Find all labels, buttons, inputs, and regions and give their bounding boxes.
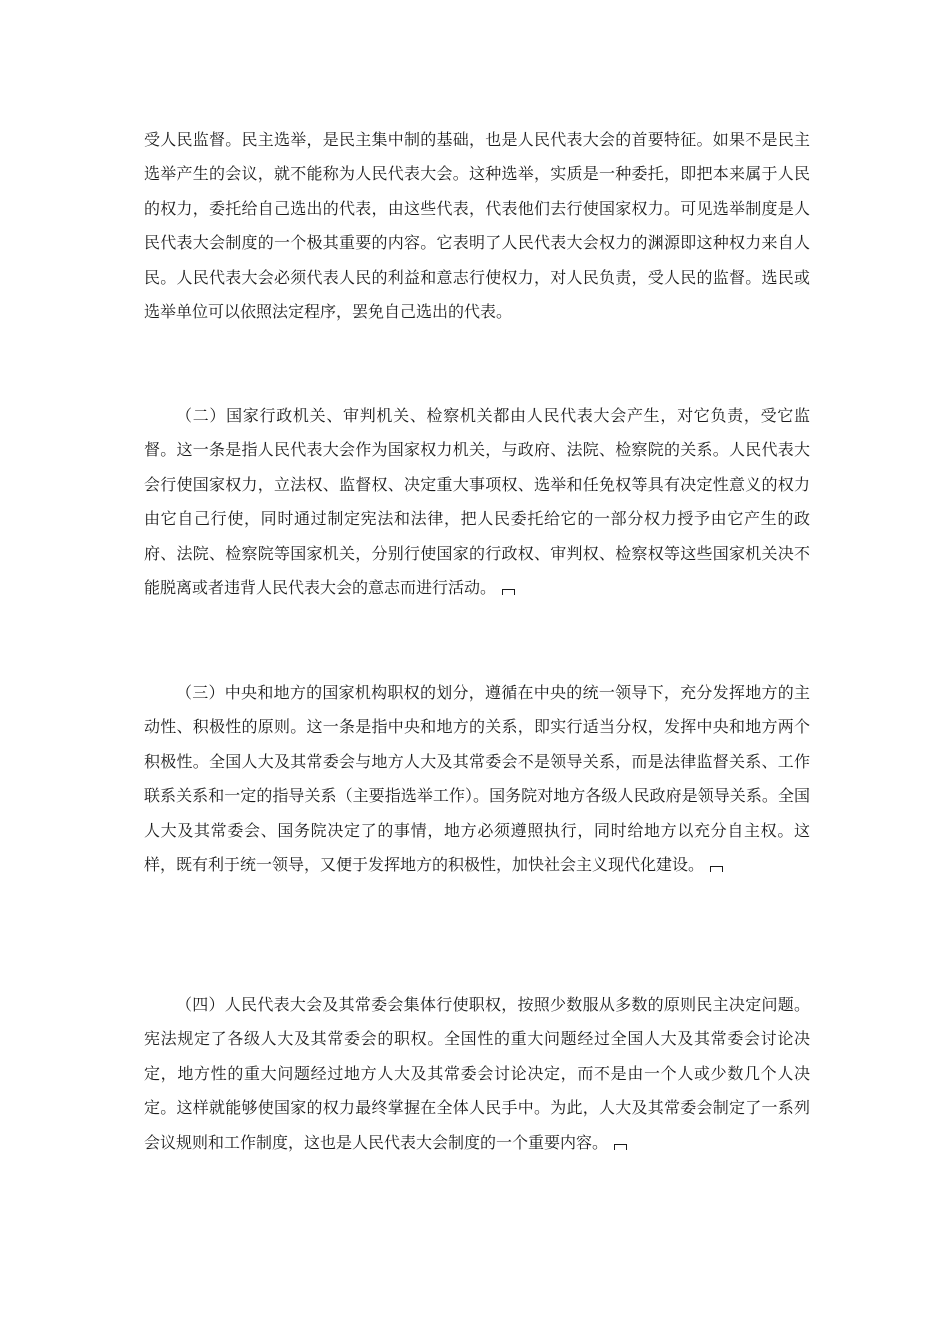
paragraph-two xyxy=(144,399,810,605)
paragraph-three xyxy=(144,676,810,882)
paragraph-text: （四）人民代表大会及其常委会集体行使职权，按照少数服从多数的原则民主决定问题。宪法规定了各级人大及其常委会的职权。全国性的重大问题经过全国人大及其常委会讨论决定，地方性的重大问题经过地方人大及其常委会讨论决定，而不是由一个人或少数几个人决定。这样就能够使国家的权力最终掌握在全体人民手中。为此，人大及其常委会制定了一系列会议规则和工作制度，这也是人民代表大会制度的一个重要内容。 xyxy=(144,995,810,1152)
paragraph-mark-icon xyxy=(710,866,723,872)
paragraph-text: （二）国家行政机关、审判机关、检察机关都由人民代表大会产生，对它负责，受它监督。这一条是指人民代表大会作为国家权力机关，与政府、法院、检察院的关系。人民代表大会行使国家权力，立法权、监督权、决定重大事项权、选举和任免权等具有决定性意义的权力由它自己行使，同时通过制定宪法和法律，把人民委托给它的一部分权力授予由它产生的政府、法院、检察院等国家机关，分别行使国家的行政权、审判权、检察权等这些国家机关决不能脱离或者违背人民代表大会的意志而进行活动。 xyxy=(144,406,810,598)
paragraph-mark-icon xyxy=(614,1144,627,1150)
paragraph-text: 受人民监督。民主选举，是民主集中制的基础，也是人民代表大会的首要特征。如果不是民主选举产生的会议，就不能称为人民代表大会。这种选举，实质是一种委托，即把本来属于人民的权力，委托给自己选出的代表，由这些代表，代表他们去行使国家权力。可见选举制度是人民代表大会制度的一个极其重要的内容。它表明了人民代表大会权力的渊源即这种权力来自人民。人民代表大会必须代表人民的利益和意志行使权力，对人民负责，受人民的监督。选民或选举单位可以依照法定程序，罢免自己选出的代表。 xyxy=(144,130,810,322)
paragraph-text: （三）中央和地方的国家机构职权的划分，遵循在中央的统一领导下，充分发挥地方的主动性、积极性的原则。这一条是指中央和地方的关系，即实行适当分权，发挥中央和地方两个积极性。全国人大及其常委会与地方人大及其常委会不是领导关系，而是法律监督关系、工作联系关系和一定的指导关系（主要指选举工作）。国务院对地方各级人民政府是领导关系。全国人大及其常委会、国务院决定了的事情，地方必须遵照执行，同时给地方以充分自主权。这样，既有利于统一领导，又便于发挥地方的积极性，加快社会主义现代化建设。 xyxy=(144,683,810,875)
paragraph-continued xyxy=(144,123,810,329)
paragraph-mark-icon xyxy=(502,589,515,595)
paragraph-four xyxy=(144,988,810,1160)
